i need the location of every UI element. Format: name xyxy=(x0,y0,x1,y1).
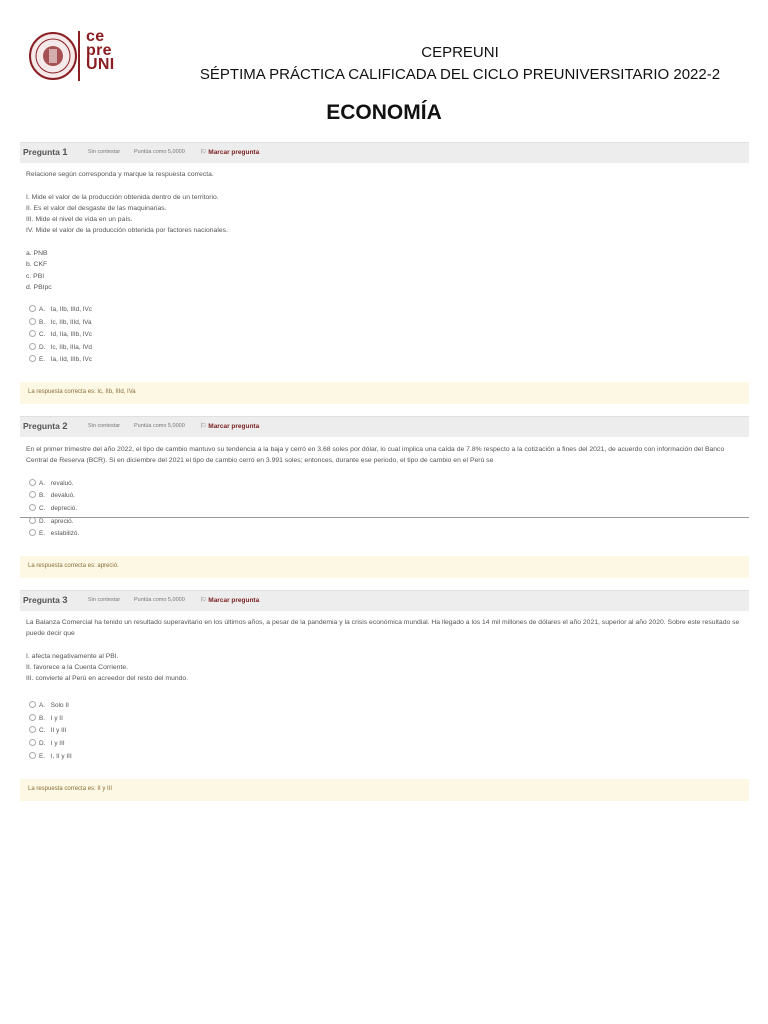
question-grade: Puntúa como 5,0000 xyxy=(134,423,185,429)
subject-title: ECONOMÍA xyxy=(326,101,442,124)
radio-button[interactable] xyxy=(29,726,36,733)
correct-answer-feedback: La respuesta correcta es: Ic, IIb, IIId, IVa xyxy=(20,382,749,404)
radio-button[interactable] xyxy=(29,491,36,498)
document-header xyxy=(0,0,768,140)
question-2-text: En el primer trimestre del año 2022, el tipo de cambio mantuvo su tendencia a la baja y cerró en 3.68 soles por dólar, lo cual implica una caída de 7.8% respecto a la cotización a fines del 2021, de acuerdo con información del Banco Central de Reserva (BCR). Si en diciembre del 2021 el tipo de cambio cerró en 3.991 soles; entonces, durante ese periodo, el tipo de cambio en el Perú se xyxy=(26,446,725,465)
question-grade: Puntúa como 5,0000 xyxy=(134,597,185,603)
answer-option[interactable]: A. Solo II xyxy=(29,700,69,711)
answer-option[interactable]: D. Ic, IIb, IIIa, IVd xyxy=(29,342,92,353)
radio-button[interactable] xyxy=(29,752,36,759)
flag-question-button[interactable]: ⚐ Marcar pregunta xyxy=(200,149,260,156)
answer-option[interactable]: E. Ia, IId, IIIb, IVc xyxy=(29,354,92,365)
question-1-text: Relacione según corresponda y marque la respuesta correcta. I. Mide el valor de la producción obtenida dentro de un territorio. II. Es el valor del desgaste de las maquinarias. III. Mide el nivel de vida en un país. IV. Mide el valor de la producción obtenida por factores nacionales. a. PNB b. CKF c. PBI d. PBIpc xyxy=(26,171,228,291)
radio-button[interactable] xyxy=(29,318,36,325)
question-number: Pregunta 1 xyxy=(23,147,68,158)
correct-answer-feedback: La respuesta correcta es: apreció. xyxy=(20,556,749,578)
question-2-header xyxy=(20,416,749,437)
answer-option[interactable]: E. I, II y III xyxy=(29,751,72,762)
answer-option[interactable]: C. depreció. xyxy=(29,503,77,514)
answer-option[interactable]: E. estabilizó. xyxy=(29,528,79,539)
cepreuni-logo-text xyxy=(86,30,146,72)
question-3-text: La Balanza Comercial ha tenido un resultado superavitario en los últimos años, a pesar de la pandemia y la crisis económica mundial. Ha llegado a los 14 mil millones de dólares el año 2021, superior al año 2020. Sobre este resultado se puede decir que I. afecta negativamente al PBI. II. favorece a la Cuenta Corriente. III. convierte al Perú en acreedor del resto del mundo. xyxy=(26,619,740,683)
radio-button[interactable] xyxy=(29,330,36,337)
question-state: Sin contestar xyxy=(88,149,121,155)
flag-question-button[interactable]: ⚐ Marcar pregunta xyxy=(200,423,260,430)
logo-line-1: ce xyxy=(86,28,105,45)
radio-button[interactable] xyxy=(29,714,36,721)
answer-option[interactable]: B. devaluó. xyxy=(29,490,75,501)
institution-name: CEPREUNI xyxy=(421,44,499,61)
answer-option[interactable]: D. apreció. xyxy=(29,516,74,527)
flag-icon: ⚐ xyxy=(200,423,207,430)
horizontal-divider xyxy=(20,517,749,518)
question-number: Pregunta 2 xyxy=(23,421,68,432)
answer-option[interactable]: C. II y III xyxy=(29,725,66,736)
radio-button[interactable] xyxy=(29,517,36,524)
radio-button[interactable] xyxy=(29,343,36,350)
flag-question-button[interactable]: ⚐ Marcar pregunta xyxy=(200,597,260,604)
answer-option[interactable]: A. Ia, IIb, IIId, IVc xyxy=(29,304,92,315)
uni-seal-logo xyxy=(29,31,77,81)
logo-divider xyxy=(78,31,80,81)
logo-line-3: UNI xyxy=(86,56,115,73)
radio-button[interactable] xyxy=(29,305,36,312)
exam-title: SÉPTIMA PRÁCTICA CALIFICADA DEL CICLO PREUNIVERSITARIO 2022-2 xyxy=(199,66,721,83)
question-number: Pregunta 3 xyxy=(23,595,68,606)
question-state: Sin contestar xyxy=(88,597,121,603)
question-3-header xyxy=(20,590,749,611)
answer-option[interactable]: B. Ic, IIb, IIId, IVa xyxy=(29,317,92,328)
flag-icon: ⚐ xyxy=(200,149,207,156)
flag-icon: ⚐ xyxy=(200,597,207,604)
answer-option[interactable]: A. revaluó. xyxy=(29,478,74,489)
answer-option[interactable]: B. I y II xyxy=(29,713,63,724)
radio-button[interactable] xyxy=(29,504,36,511)
radio-button[interactable] xyxy=(29,529,36,536)
correct-answer-feedback: La respuesta correcta es: II y III xyxy=(20,779,749,801)
question-1-header xyxy=(20,142,749,163)
radio-button[interactable] xyxy=(29,355,36,362)
logo-line-2: pre xyxy=(86,42,112,59)
radio-button[interactable] xyxy=(29,701,36,708)
radio-button[interactable] xyxy=(29,739,36,746)
answer-option[interactable]: D. I y III xyxy=(29,738,65,749)
answer-option[interactable]: C. Id, IIa, IIIb, IVc xyxy=(29,329,92,340)
radio-button[interactable] xyxy=(29,479,36,486)
question-state: Sin contestar xyxy=(88,423,121,429)
question-grade: Puntúa como 5,0000 xyxy=(134,149,185,155)
